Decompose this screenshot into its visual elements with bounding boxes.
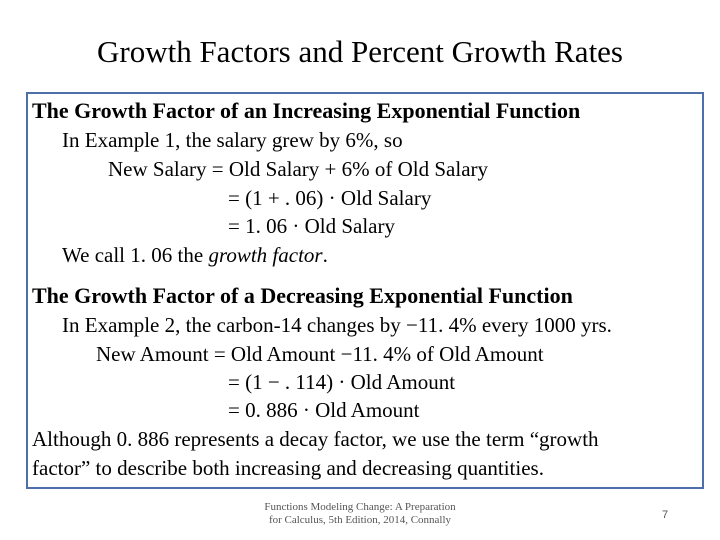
increasing-line-5	[62, 242, 328, 268]
increasing-line-1: In Example 1, the salary grew by 6%, so	[62, 128, 403, 152]
decreasing-line-3: = (1 − . 114) · Old Amount	[228, 370, 456, 394]
footer-citation	[240, 501, 480, 527]
increasing-line-2: New Salary = Old Salary + 6% of Old Salary	[108, 157, 489, 181]
increasing-heading: The Growth Factor of an Increasing Exponential Function	[32, 98, 581, 123]
slide-title: Growth Factors and Percent Growth Rates	[96, 34, 624, 69]
footer-line-2: for Calculus, 5th Edition, 2014, Connally	[268, 514, 452, 526]
decreasing-line-2: New Amount = Old Amount −11. 4% of Old Amount	[96, 342, 544, 366]
increasing-line-3: = (1 + . 06) · Old Salary	[228, 186, 432, 210]
increasing-line-4: = 1. 06 · Old Salary	[228, 214, 395, 238]
decreasing-heading: The Growth Factor of a Decreasing Exponential Function	[32, 283, 573, 308]
increasing-line-5-suffix: .	[322, 243, 328, 267]
page-number: 7	[662, 509, 669, 521]
growth-factor-term: growth factor	[208, 243, 323, 267]
decreasing-line-6: factor” to describe both increasing and decreasing quantities.	[32, 456, 544, 480]
decreasing-line-4: = 0. 886 · Old Amount	[228, 398, 420, 422]
decreasing-line-5: Although 0. 886 represents a decay factor, we use the term “growth	[32, 427, 599, 451]
decreasing-line-1: In Example 2, the carbon-14 changes by −11. 4% every 1000 yrs.	[62, 313, 612, 337]
increasing-line-5-prefix: We call 1. 06 the	[62, 243, 209, 267]
footer-line-1: Functions Modeling Change: A Preparation	[264, 501, 456, 513]
